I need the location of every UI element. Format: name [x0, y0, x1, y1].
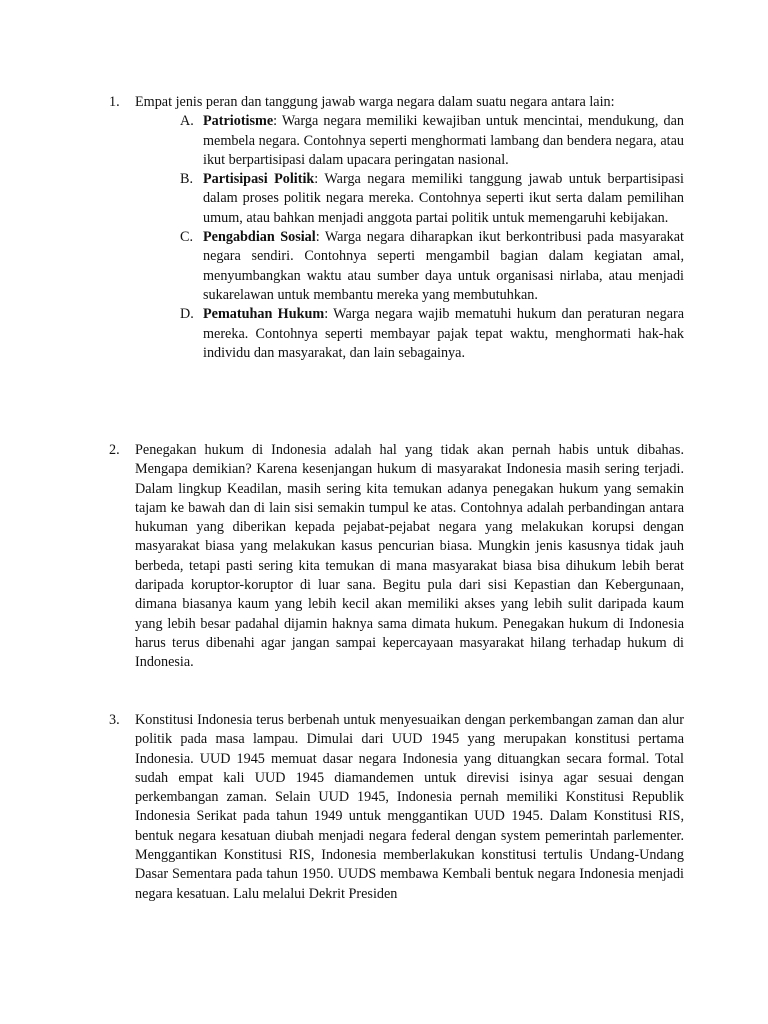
subitem-letter: B.	[180, 171, 194, 188]
subitem-desc: : Warga negara wajib mematuhi hukum dan peraturan negara mereka. Contohnya seperti membayar pajak tepat waktu, menghormati hak-hak individu dan masyarakat, dan lain sebagainya.	[203, 306, 685, 361]
subitem-letter: D.	[180, 306, 194, 323]
subitem-c	[135, 228, 684, 305]
list-item-2	[109, 441, 684, 673]
subitem-d	[135, 305, 684, 363]
subitem-term: Partisipasi Politik	[203, 171, 315, 188]
item-intro: Empat jenis peran dan tanggung jawab warga negara dalam suatu negara antara lain:	[135, 94, 615, 110]
list-item-3	[109, 711, 684, 904]
list-item-1	[109, 93, 684, 363]
item-paragraph: Konstitusi Indonesia terus berbenah untuk menyesuaikan dengan perkembangan zaman dan alur politik pada masa lampau. Dimulai dari UUD 1945 yang merupakan konstitusi pertama Indonesia. UUD 1945 memuat dasar negara Indonesia yang dituangkan secara formal. Total sudah empat kali UUD 1945 diamandemen untuk direvisi isinya agar sesuai dengan perkembangan zaman. Selain UUD 1945, Indonesia pernah memiliki Konstitusi Republik Indonesia Serikat pada tahun 1949 untuk menggantikan UUD 1945. Dalam Konstitusi RIS, bentuk negara kesatuan diubah menjadi negara federal dengan system pemerintah parlementer. Menggantikan Konstitusi RIS, Indonesia memberlakukan konstitusi tertulis Undang-Undang Dasar Sementara pada tahun 1950. UUDS membawa Kembali bentuk negara Indonesia menjadi negara kesatuan. Lalu melalui Dekrit Presiden	[135, 712, 684, 902]
item-number: 3.	[109, 712, 120, 728]
subitem-term: Pengabdian Sosial	[203, 229, 316, 246]
subitem-desc: : Warga negara diharapkan ikut berkontribusi pada masyarakat negara sendiri. Contohnya seperti mengambil bagian dalam kegiatan amal, menyumbangkan waktu atau sumber daya untuk organisasi nirlaba, atau menjadi sukarelawan untuk membantu mereka yang membutuhkan.	[203, 229, 685, 303]
subitem-letter: C.	[180, 229, 194, 246]
sublist	[135, 112, 684, 363]
subitem-letter: A.	[180, 113, 194, 130]
subitem-a	[135, 112, 684, 170]
subitem-term: Pematuhan Hukum	[203, 306, 325, 323]
item-number: 1.	[109, 94, 120, 110]
subitem-b	[135, 170, 684, 228]
item-number: 2.	[109, 442, 120, 458]
subitem-term: Patriotisme	[203, 113, 274, 130]
item-paragraph: Penegakan hukum di Indonesia adalah hal yang tidak akan pernah habis untuk dibahas. Mengapa demikian? Karena kesenjangan hukum di masyarakat Indonesia masih sering terjadi. Dalam lingkup Keadilan, masih sering kita temukan adanya penegakan hukum yang semakin tajam ke bawah dan di lain sisi semakin tumpul ke atas. Contohnya adalah perbandingan antara hukuman yang diberikan kepada pejabat-pejabat negara yang melakukan korupsi dengan masyarakat biasa yang melakukan kasus pencurian biasa. Mungkin jenis kasusnya tidak jauh berbeda, tetapi pasti sering kita temukan di mana masyarakat biasa bisa dihukum lebih berat daripada koruptor-koruptor di luar sana. Begitu pula dari sisi Kepastian dan Kebergunaan, dimana biasanya kaum yang lebih kecil akan memiliki akses yang lebih sulit daripada kaum yang lebih besar padahal dijamin haknya sama dimata hukum. Penegakan hukum di Indonesia harus terus dibenahi agar jangan sampai kepercayaan masyarakat hilang terhadap hukum di Indonesia.	[135, 442, 684, 671]
subitem-desc: : Warga negara memiliki kewajiban untuk mencintai, mendukung, dan membela negara. Contohnya seperti menghormati lambang dan bendera negara, atau ikut berpartisipasi dalam upacara peringatan nasional.	[203, 113, 684, 168]
subitem-desc: : Warga negara memiliki tanggung jawab untuk berpartisipasi dalam proses politik negara mereka. Contohnya seperti ikut serta dalam pemilihan umum, atau bahkan menjadi anggota partai politik untuk memengaruhi kebijakan.	[203, 171, 684, 226]
